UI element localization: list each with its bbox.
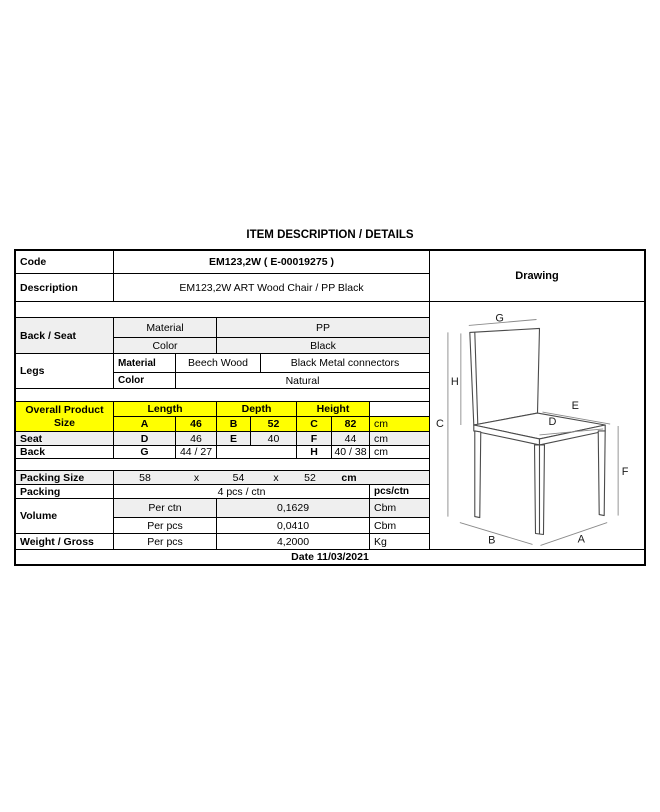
size-group bbox=[16, 402, 429, 432]
volume-per-pcs-row bbox=[114, 518, 429, 533]
code-label: Code bbox=[16, 251, 114, 273]
back-seat-sub bbox=[114, 318, 429, 353]
back-seat-color-label: Color bbox=[114, 338, 217, 353]
packing-size-depth: 54 bbox=[232, 471, 245, 484]
seat-e-key: E bbox=[217, 432, 251, 445]
seat-f-value: 44 bbox=[332, 432, 370, 445]
legs-material-value: Beech Wood bbox=[176, 354, 261, 372]
packing-size-row bbox=[16, 471, 429, 485]
packing-size-filler bbox=[370, 471, 429, 484]
size-overall-a-value: 46 bbox=[176, 417, 217, 431]
size-header-row bbox=[114, 402, 429, 417]
size-overall-a-key: A bbox=[114, 417, 176, 431]
back-seat-material-row bbox=[114, 318, 429, 338]
date-value: Date 11/03/2021 bbox=[291, 551, 369, 563]
back-g-key: G bbox=[114, 446, 176, 458]
size-overall-c-value: 82 bbox=[332, 417, 370, 431]
seat-f-key: F bbox=[297, 432, 332, 445]
volume-per-pcs-label: Per pcs bbox=[114, 518, 217, 533]
dim-label-d: D bbox=[548, 416, 557, 429]
packing-size-sep: x bbox=[193, 471, 200, 484]
description-row bbox=[16, 274, 429, 302]
size-length-header: Length bbox=[114, 402, 217, 416]
back-h-key: H bbox=[297, 446, 332, 458]
size-overall-b-value: 52 bbox=[251, 417, 297, 431]
volume-per-pcs-value: 0,0410 bbox=[217, 518, 370, 533]
drawing-header: Drawing bbox=[430, 251, 644, 302]
legs-material-note: Black Metal connectors bbox=[290, 357, 400, 369]
packing-value: 4 pcs / ctn bbox=[114, 485, 370, 498]
volume-per-ctn-value: 0,1629 bbox=[217, 499, 370, 517]
volume-per-ctn-label: Per ctn bbox=[114, 499, 217, 517]
page-title: ITEM DESCRIPTION / DETAILS bbox=[246, 229, 414, 241]
seat-unit: cm bbox=[374, 432, 388, 445]
volume-per-ctn-unit: Cbm bbox=[374, 502, 397, 514]
packing-size-unit: cm bbox=[341, 471, 357, 484]
back-empty-cell bbox=[217, 446, 297, 458]
dim-label-c: C bbox=[436, 417, 444, 430]
back-seat-color-value: Black bbox=[310, 339, 336, 352]
back-label: Back bbox=[16, 446, 114, 458]
code-row bbox=[16, 251, 429, 274]
size-label: Overall Product Size bbox=[16, 402, 114, 431]
packing-label: Packing bbox=[16, 485, 114, 498]
spec-table-body bbox=[16, 251, 644, 549]
back-h-value: 40 / 38 bbox=[332, 446, 370, 458]
date-row bbox=[16, 549, 644, 564]
seat-d-value: 46 bbox=[176, 432, 217, 445]
back-unit: cm bbox=[374, 446, 388, 458]
size-overall-unit: cm bbox=[370, 417, 429, 431]
spec-table-left bbox=[16, 251, 429, 549]
back-g-value: 44 / 27 bbox=[176, 446, 217, 458]
description-value: EM123,2W ART Wood Chair / PP Black bbox=[179, 281, 364, 294]
packing-row bbox=[16, 485, 429, 499]
drawing-area bbox=[430, 302, 644, 549]
legs-color-label: Color bbox=[114, 373, 176, 388]
chair-outline bbox=[470, 328, 605, 534]
volume-per-ctn-row bbox=[114, 499, 429, 518]
back-seat-material-label: Material bbox=[114, 318, 217, 337]
packing-size-height: 52 bbox=[304, 471, 316, 484]
volume-sub bbox=[114, 499, 429, 533]
seat-d-key: D bbox=[114, 432, 176, 445]
spacer-row bbox=[16, 459, 429, 471]
seat-label: Seat bbox=[16, 432, 114, 445]
dim-label-b: B bbox=[488, 534, 496, 547]
code-value: EM123,2W ( E-00019275 ) bbox=[209, 256, 334, 268]
packing-size-sep: x bbox=[273, 471, 279, 484]
dim-label-f: F bbox=[621, 465, 629, 478]
size-overall-b-key: B bbox=[217, 417, 251, 431]
back-seat-color-row bbox=[114, 338, 429, 353]
weight-row bbox=[16, 534, 429, 549]
size-overall-c-key: C bbox=[297, 417, 332, 431]
weight-label: Weight / Gross bbox=[16, 534, 114, 549]
size-depth-header: Depth bbox=[217, 402, 297, 416]
volume-per-pcs-unit: Cbm bbox=[374, 519, 397, 532]
packing-size-label: Packing Size bbox=[16, 471, 114, 484]
dim-label-e: E bbox=[571, 400, 579, 413]
packing-size-width: 58 bbox=[139, 471, 151, 484]
seat-e-value: 40 bbox=[251, 432, 297, 445]
drawing-column bbox=[429, 251, 644, 549]
legs-sub bbox=[114, 354, 429, 388]
volume-group bbox=[16, 499, 429, 534]
description-label: Description bbox=[16, 274, 114, 301]
volume-label: Volume bbox=[16, 499, 114, 533]
back-seat-group bbox=[16, 318, 429, 354]
back-seat-material-value: PP bbox=[315, 321, 330, 334]
size-overall-row bbox=[114, 417, 429, 431]
size-sub bbox=[114, 402, 429, 431]
size-height-header: Height bbox=[297, 402, 370, 416]
legs-color-row bbox=[114, 373, 429, 388]
back-seat-label: Back / Seat bbox=[16, 318, 114, 353]
spec-table bbox=[14, 249, 646, 566]
spacer-row bbox=[16, 302, 429, 318]
legs-label: Legs bbox=[16, 354, 114, 388]
weight-name: Per pcs bbox=[114, 534, 217, 549]
back-row bbox=[16, 446, 429, 459]
dim-label-g: G bbox=[495, 312, 504, 325]
chair-drawing bbox=[430, 302, 644, 549]
spacer-row bbox=[16, 389, 429, 402]
legs-color-value: Natural bbox=[285, 374, 320, 387]
size-header-unit-cell bbox=[370, 402, 429, 416]
weight-value: 4,2000 bbox=[217, 534, 370, 549]
packing-unit: pcs/ctn bbox=[374, 486, 410, 497]
dim-label-a: A bbox=[577, 533, 585, 546]
legs-group bbox=[16, 354, 429, 389]
seat-row bbox=[16, 432, 429, 446]
legs-material-label: Material bbox=[114, 354, 176, 372]
dim-label-h: H bbox=[450, 376, 459, 389]
weight-unit: Kg bbox=[374, 535, 387, 548]
legs-material-row bbox=[114, 354, 429, 373]
